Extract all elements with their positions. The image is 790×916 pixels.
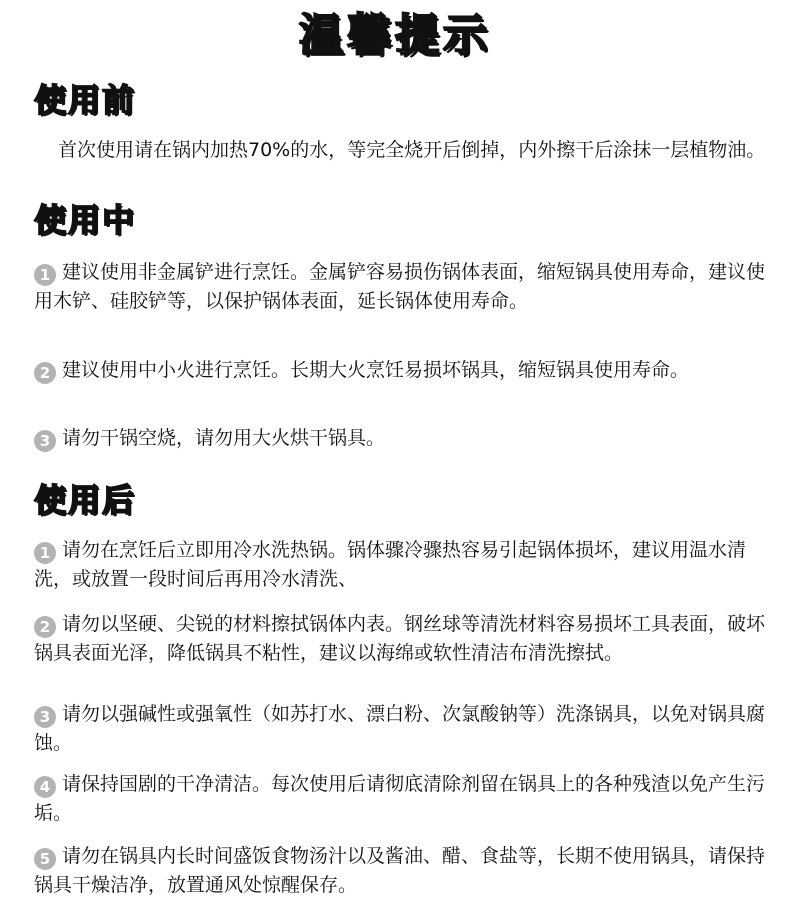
during-item-2 [34, 356, 774, 385]
after-item-2-text: 请勿以坚硬、尖锐的材料擦拭锅体内表。钢丝球等清洗材料容易损坏工具表面，破坏锅具表面光泽，降低锅具不粘性，建议以海绵或软性清洁布清洗擦拭。 [34, 613, 766, 664]
before-text: 首次使用请在锅内加热70%的水，等完全烧开后倒掉，内外擦干后涂抹一层植物油。 [58, 139, 766, 161]
after-item-5 [34, 842, 774, 900]
number-badge-icon: 1 [34, 264, 56, 286]
after-item-1-text: 请勿在烹饪后立即用冷水洗热锅。锅体骤冷骤热容易引起锅体损坏，建议用温水清洗，或放置一段时间后再用冷水清洗、 [34, 539, 747, 590]
during-item-3 [34, 424, 774, 453]
number-badge-icon: 3 [34, 706, 56, 728]
section-heading-after: 使用后 [34, 481, 137, 519]
after-item-5-text: 请勿在锅具内长时间盛饭食物汤汁以及酱油、醋、食盐等，长期不使用锅具，请保持锅具干燥洁净，放置通风处惊醒保存。 [34, 845, 766, 896]
number-badge-icon: 3 [34, 430, 56, 452]
during-item-1 [34, 258, 774, 316]
after-item-3 [34, 700, 774, 758]
after-item-4 [34, 770, 774, 828]
number-badge-icon: 2 [34, 362, 56, 384]
after-item-1 [34, 536, 774, 594]
after-item-3-text: 请勿以强碱性或强氧性（如苏打水、漂白粉、次氯酸钠等）洗涤锅具，以免对锅具腐蚀。 [34, 703, 766, 754]
number-badge-icon: 5 [34, 848, 56, 870]
after-item-4-text: 请保持国剧的干净清洁。每次使用后请彻底清除剂留在锅具上的各种残渣以免产生污垢。 [34, 773, 766, 824]
during-item-1-text: 建议使用非金属铲进行烹饪。金属铲容易损伤锅体表面，缩短锅具使用寿命，建议使用木铲、硅胶铲等，以保护锅体表面，延长锅体使用寿命。 [34, 261, 766, 312]
page-title: 温馨提示 [299, 10, 491, 61]
during-item-3-text: 请勿干锅空烧，请勿用大火烘干锅具。 [62, 427, 386, 449]
number-badge-icon: 2 [34, 616, 56, 638]
number-badge-icon: 4 [34, 776, 56, 798]
number-badge-icon: 1 [34, 542, 56, 564]
section-heading-before: 使用前 [34, 81, 137, 119]
after-item-2 [34, 610, 774, 668]
during-item-2-text: 建议使用中小火进行烹饪。长期大火烹饪易损坏锅具，缩短锅具使用寿命。 [62, 359, 690, 381]
section-heading-during: 使用中 [34, 201, 137, 239]
